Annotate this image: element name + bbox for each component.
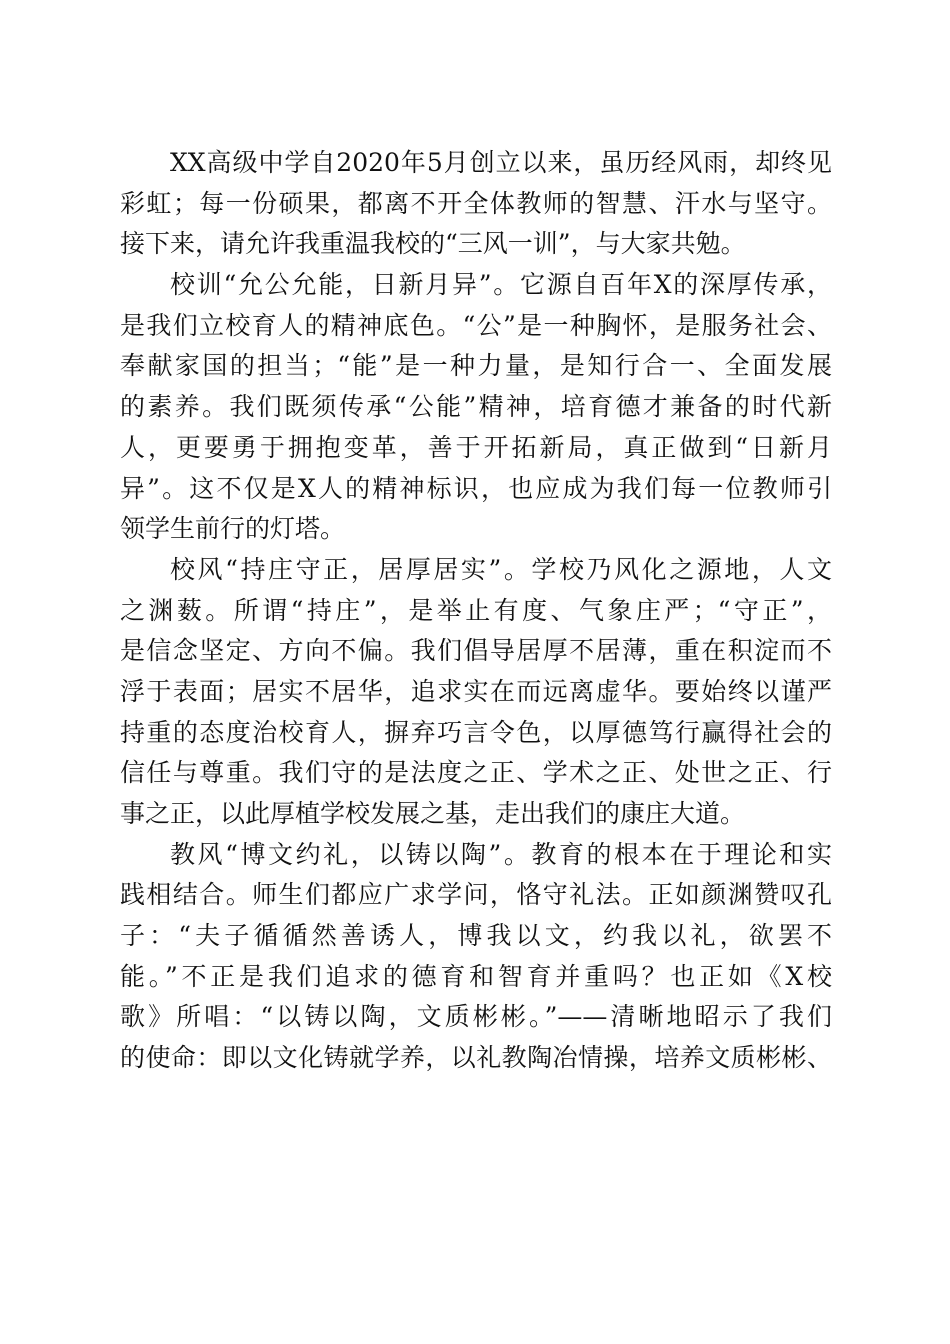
text-line: 能。”不正是我们追求的德育和智育并重吗？也正如《X校 — [120, 961, 832, 991]
text-line: 是信念坚定、方向不偏。我们倡导居厚不居薄，重在积淀而不 — [120, 636, 832, 666]
text-line: 歌》所唱：“以铸以陶，文质彬彬。”——清晰地昭示了我们 — [120, 1002, 832, 1032]
text-line: 的素养。我们既须传承“公能”精神，培育德才兼备的时代新 — [120, 392, 832, 422]
text-line: 信任与尊重。我们守的是法度之正、学术之正、处世之正、行 — [120, 758, 832, 788]
text-line: 领学生前行的灯塔。 — [120, 514, 346, 544]
text-line: 的使命：即以文化铸就学养，以礼教陶冶情操，培养文质彬彬、 — [120, 1043, 832, 1073]
text-line: 彩虹；每一份硕果，都离不开全体教师的智慧、汗水与坚守。 — [120, 188, 832, 218]
text-line: 异”。这不仅是X人的精神标识，也应成为我们每一位教师引 — [120, 473, 832, 503]
text-line: 之渊薮。所谓“持庄”，是举止有度、气象庄严；“守正”， — [120, 595, 832, 625]
text-line: 接下来，请允许我重温我校的“三风一训”，与大家共勉。 — [120, 229, 746, 259]
text-line: XX高级中学自2020年5月创立以来，虽历经风雨，却终见 — [170, 148, 832, 177]
text-line: 人，更要勇于拥抱变革，善于开拓新局，真正做到“日新月 — [120, 432, 832, 462]
text-line: 教风“博文约礼，以铸以陶”。教育的根本在于理论和实 — [170, 839, 832, 869]
text-line: 奉献家国的担当；“能”是一种力量，是知行合一、全面发展 — [120, 351, 832, 381]
text-line: 持重的态度治校育人，摒弃巧言令色，以厚德笃行赢得社会的 — [120, 717, 832, 747]
text-line: 是我们立校育人的精神底色。“公”是一种胸怀，是服务社会、 — [120, 310, 832, 340]
text-line: 子：“夫子循循然善诱人，博我以文，约我以礼，欲罢不 — [120, 921, 832, 951]
document-body — [120, 143, 832, 1079]
text-line: 校训“允公允能，日新月异”。它源自百年X的深厚传承， — [170, 270, 832, 300]
text-line: 事之正，以此厚植学校发展之基，走出我们的康庄大道。 — [120, 799, 746, 828]
text-line: 校风“持庄守正，居厚居实”。学校乃风化之源地，人文 — [170, 554, 832, 584]
text-line: 践相结合。师生们都应广求学问，恪守礼法。正如颜渊赞叹孔 — [120, 880, 832, 910]
text-line: 浮于表面；居实不居华，追求实在而远离虚华。要始终以谨严 — [120, 676, 832, 706]
